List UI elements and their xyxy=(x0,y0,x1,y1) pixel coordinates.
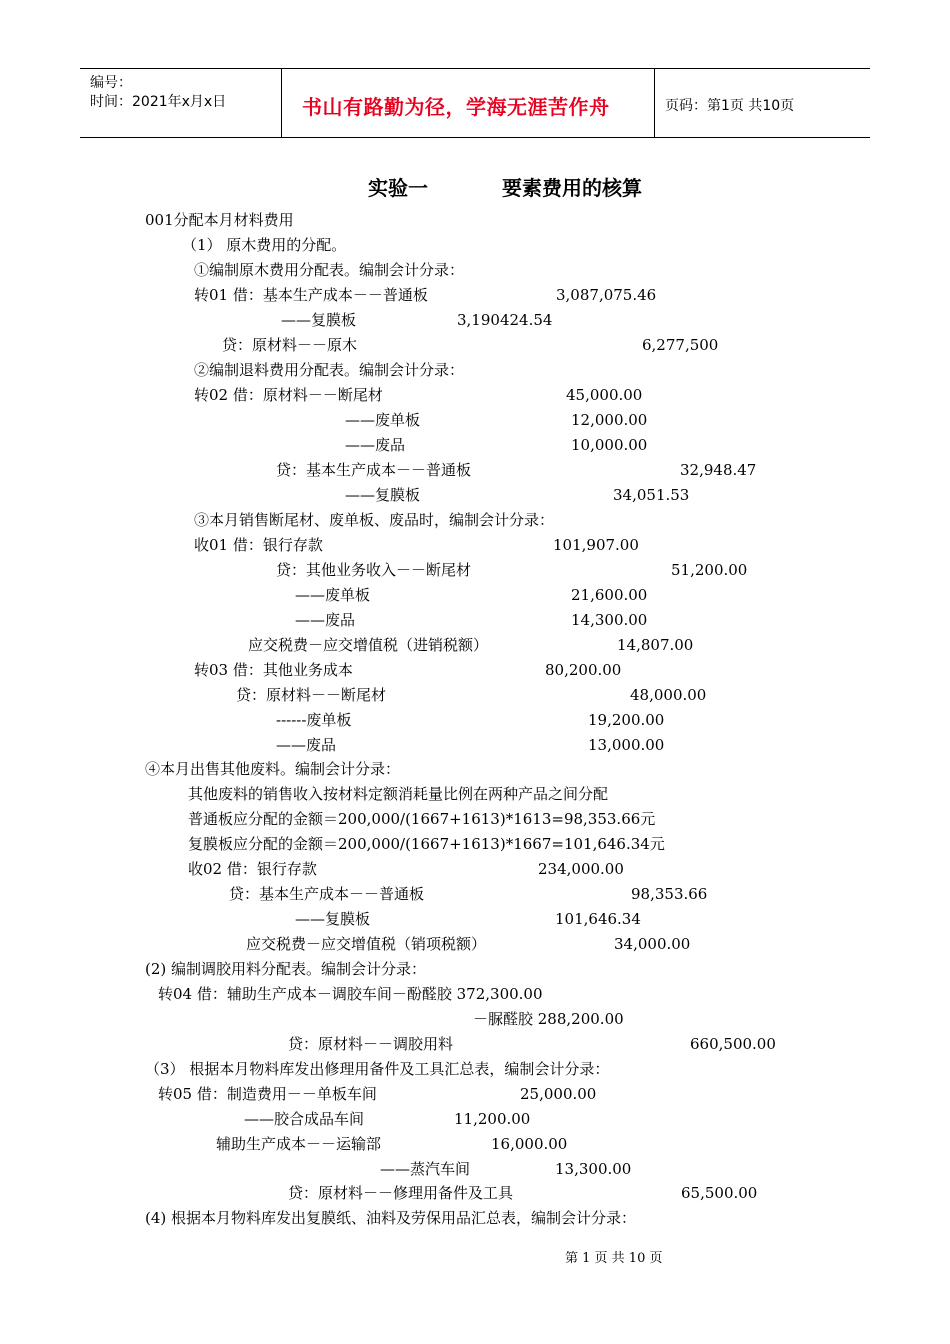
entry-label: 收01 借：银行存款 xyxy=(194,536,323,554)
doc-title-left: 实验一 xyxy=(368,176,428,200)
entry-label: 贷：其他业务收入－－断尾材 xyxy=(276,561,472,579)
entry-label: 收02 借：银行存款 xyxy=(188,860,317,878)
amount: 234,000.00 xyxy=(538,860,624,878)
amount: 32,948.47 xyxy=(680,461,757,479)
entry-label: 贷：基本生产成本－－普通板 xyxy=(229,885,425,903)
doc-title-right: 要素费用的核算 xyxy=(502,176,642,200)
step-text: ②编制退料费用分配表。编制会计分录： xyxy=(194,361,465,379)
entry-label: 贷：原材料－－调胶用料 xyxy=(288,1035,454,1053)
entry-label: 贷：原材料－－断尾材 xyxy=(236,686,387,704)
amount: 3,190424.54 xyxy=(457,311,553,329)
entry-label: －脲醛胶 288,200.00 xyxy=(473,1010,624,1028)
amount: 80,200.00 xyxy=(545,661,622,679)
paragraph-text: 复膜板应分配的金额＝200,000/(1667+1613)*1667=101,646.34元 xyxy=(188,835,665,853)
amount: 51,200.00 xyxy=(671,561,748,579)
step-text: ③本月销售断尾材、废单板、废品时，编制会计分录： xyxy=(194,511,555,529)
entry-label: ------废单板 xyxy=(276,711,352,729)
page-info: 页码：第1页 共10页 xyxy=(665,98,795,114)
amount: 98,353.66 xyxy=(631,885,708,903)
amount: 65,500.00 xyxy=(681,1184,758,1202)
step-text: ①编制原木费用分配表。编制会计分录： xyxy=(194,261,465,279)
entry-label: ——废单板 xyxy=(295,586,371,604)
sub-heading: （1） 原木费用的分配。 xyxy=(182,236,347,254)
entry-label: ——复膜板 xyxy=(281,311,357,329)
entry-label: ——废品 xyxy=(276,736,337,754)
amount: 101,907.00 xyxy=(553,536,639,554)
section-heading: 001分配本月材料费用 xyxy=(145,211,294,229)
amount: 101,646.34 xyxy=(555,910,641,928)
entry-label: ——废品 xyxy=(345,436,406,454)
amount: 21,600.00 xyxy=(571,586,648,604)
entry-label: ——复膜板 xyxy=(295,910,371,928)
amount: 13,300.00 xyxy=(555,1160,632,1178)
amount: 19,200.00 xyxy=(588,711,665,729)
amount: 6,277,500 xyxy=(642,336,719,354)
entry-label: ——复膜板 xyxy=(345,486,421,504)
amount: 14,300.00 xyxy=(571,611,648,629)
sub-heading: (2) 编制调胶用料分配表。编制会计分录： xyxy=(145,960,427,978)
entry-label: 转01 借：基本生产成本－－普通板 xyxy=(194,286,428,304)
amount: 48,000.00 xyxy=(630,686,707,704)
page-footer: 第 1 页 共 10 页 xyxy=(565,1251,663,1266)
amount: 25,000.00 xyxy=(520,1085,597,1103)
amount: 11,200.00 xyxy=(454,1110,531,1128)
header-page-cell xyxy=(655,69,870,137)
amount: 34,000.00 xyxy=(614,935,691,953)
sub-heading: (4) 根据本月物料库发出复膜纸、油料及劳保用品汇总表，编制会计分录： xyxy=(145,1209,637,1227)
number-label: 编号： xyxy=(90,75,132,91)
amount: 3,087,075.46 xyxy=(556,286,657,304)
amount: 45,000.00 xyxy=(566,386,643,404)
entry-label: 应交税费－应交增值税（销项税额） xyxy=(246,935,487,953)
entry-label: 贷：原材料－－原木 xyxy=(222,336,358,354)
amount: 14,807.00 xyxy=(617,636,694,654)
amount: 10,000.00 xyxy=(571,436,648,454)
entry-label: 贷：基本生产成本－－普通板 xyxy=(276,461,472,479)
entry-label: 贷：原材料－－修理用备件及工具 xyxy=(288,1184,514,1202)
entry-label: ——废单板 xyxy=(345,411,421,429)
entry-label: ——蒸汽车间 xyxy=(380,1160,471,1178)
amount: 13,000.00 xyxy=(588,736,665,754)
amount: 16,000.00 xyxy=(491,1135,568,1153)
page-header xyxy=(80,68,870,138)
motto-text: 书山有路勤为径，学海无涯苦作舟 xyxy=(302,95,610,119)
amount: 12,000.00 xyxy=(571,411,648,429)
entry-label: 转05 借：制造费用－－单板车间 xyxy=(158,1085,377,1103)
amount: 34,051.53 xyxy=(613,486,690,504)
entry-label: ——废品 xyxy=(295,611,356,629)
amount: 660,500.00 xyxy=(690,1035,776,1053)
section-heading: ④本月出售其他废料。编制会计分录： xyxy=(145,760,401,778)
entry-label: ——胶合成品车间 xyxy=(244,1110,365,1128)
header-motto-cell xyxy=(282,69,655,137)
time-label: 时间：2021年x月x日 xyxy=(90,94,227,110)
sub-heading: （3） 根据本月物料库发出修理用备件及工具汇总表，编制会计分录： xyxy=(145,1060,610,1078)
entry-label: 转02 借：原材料－－断尾材 xyxy=(194,386,383,404)
entry-label: 转04 借：辅助生产成本－调胶车间－酚醛胶 372,300.00 xyxy=(158,985,543,1003)
entry-label: 转03 借：其他业务成本 xyxy=(194,661,353,679)
header-info-cell xyxy=(80,69,282,137)
paragraph-text: 普通板应分配的金额＝200,000/(1667+1613)*1613=98,353.66元 xyxy=(188,810,656,828)
entry-label: 应交税费－应交增值税（进销税额） xyxy=(248,636,489,654)
entry-label: 辅助生产成本－－运输部 xyxy=(216,1135,382,1153)
paragraph-text: 其他废料的销售收入按材料定额消耗量比例在两种产品之间分配 xyxy=(188,785,609,803)
